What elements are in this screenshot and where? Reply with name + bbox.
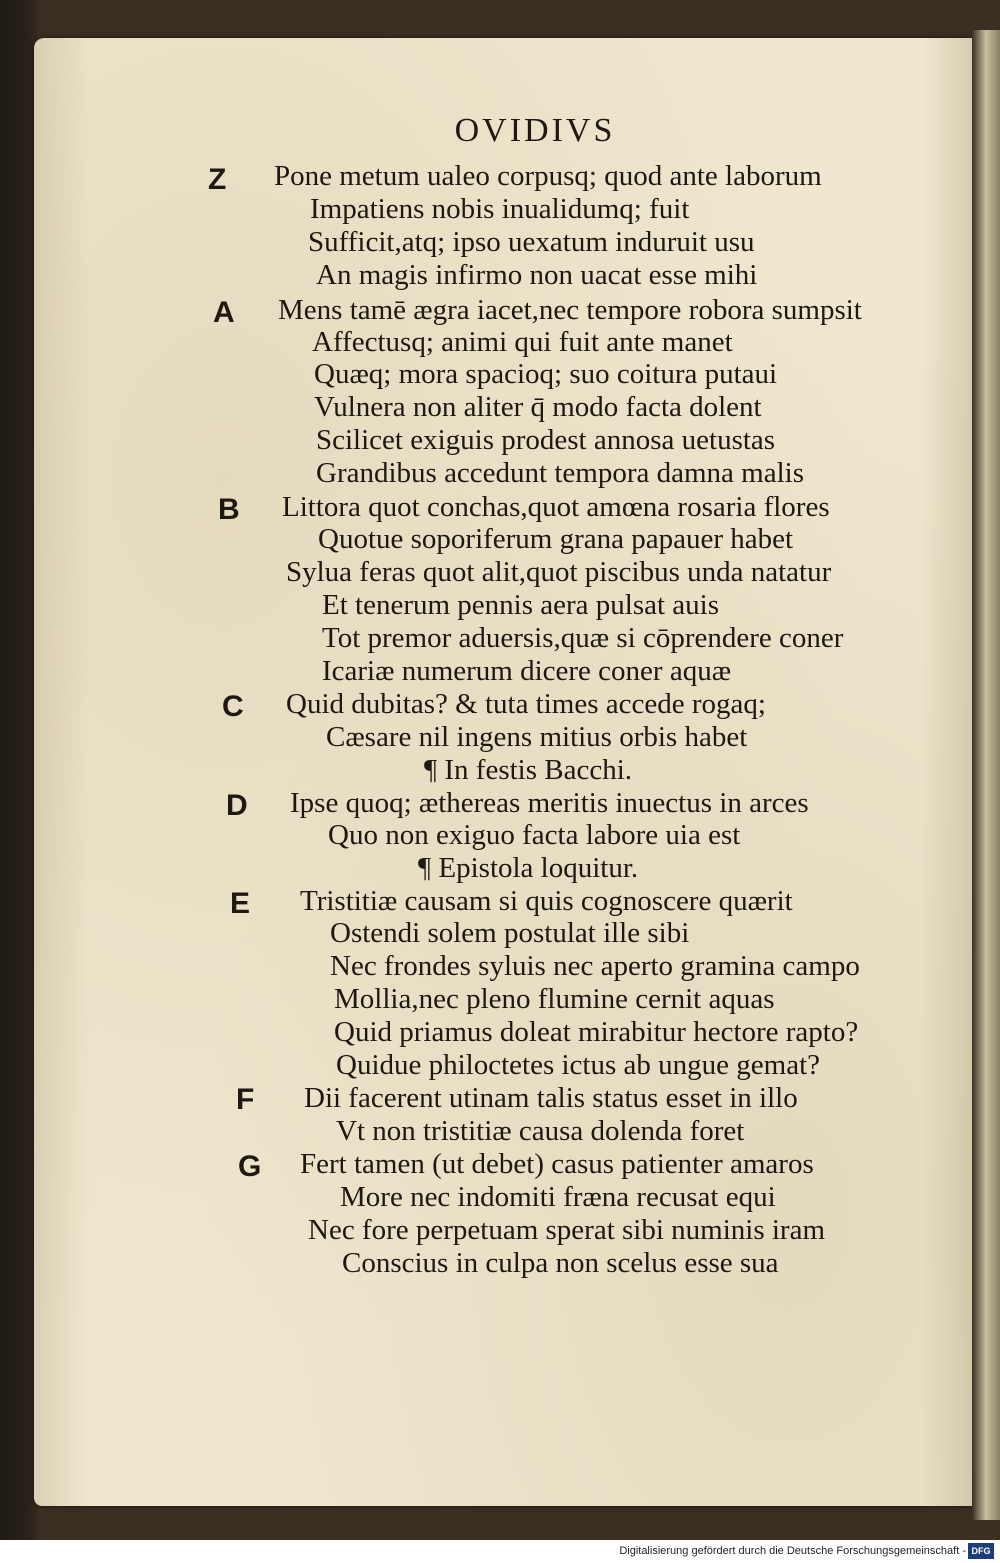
verse-line: Quid dubitas? & tuta times accede rogaq; [286, 688, 766, 720]
header-title: OVIDIVS [454, 112, 616, 149]
verse-line: Nec frondes syluis nec aperto gramina campo [330, 950, 860, 982]
verse-line: Affectusq; animi qui fuit ante manet [312, 326, 733, 358]
verse-line: Quidue philoctetes ictus ab ungue gemat? [336, 1049, 820, 1081]
verse-line: More nec indomiti fræna recusat equi [340, 1181, 776, 1213]
verse-line: Grandibus accedunt tempora damna malis [316, 457, 805, 489]
verse-line: Et tenerum pennis aera pulsat auis [322, 589, 720, 621]
verse-line: Cæsare nil ingens mitius orbis habet [326, 721, 748, 753]
verse-line: Sufficit,atq; ipso uexatum induruit usu [308, 226, 755, 258]
page-edge [972, 30, 1000, 1520]
verse-line: Vt non tristitiæ causa dolenda foret [336, 1115, 745, 1147]
verse-line: Pone metum ualeo corpusq; quod ante laborum [274, 160, 822, 192]
verse-line: Fert tamen (ut debet) casus patienter amaros [300, 1148, 814, 1180]
verse-line: Mollia,nec pleno flumine cernit aquas [334, 983, 775, 1015]
verse-line: Ostendi solem postulat ille sibi [330, 917, 690, 949]
verse-line: Quid priamus doleat mirabitur hectore rapto? [334, 1016, 859, 1048]
running-header [0, 112, 1000, 150]
margin-letter-b: B [218, 493, 240, 526]
verse-line: Tot premor aduersis,quæ si cōprendere coner [322, 622, 844, 654]
verse-line: Quo non exiguo facta labore uia est [328, 819, 741, 851]
margin-letter-g: G [238, 1150, 262, 1183]
footer-credit: Digitalisierung gefördert durch die Deutsche Forschungsgemeinschaft - [619, 1545, 966, 1557]
margin-letter-z: Z [208, 163, 227, 196]
verse-line: Ipse quoq; æthereas meritis inuectus in arces [290, 787, 809, 819]
verse-line: Nec fore perpetuam sperat sibi numinis iram [308, 1214, 826, 1246]
digitization-footer [0, 1541, 1000, 1563]
verse-line: Sylua feras quot alit,quot piscibus unda natatur [286, 556, 832, 588]
verse-line: Icariæ numerum dicere coner aquæ [322, 655, 732, 687]
verse-line: Quotue soporiferum grana papauer habet [318, 523, 794, 555]
margin-letter-e: E [230, 887, 251, 920]
verse-line: Vulnera non aliter q̄ modo facta dolent [314, 391, 762, 423]
verse-line: Quæq; mora spacioq; suo coitura putaui [314, 358, 778, 390]
verse-line: Scilicet exiguis prodest annosa uetustas [316, 424, 776, 456]
verse-line: Mens tamē ægra iacet,nec tempore robora sumpsit [278, 294, 862, 326]
verse-line: An magis infirmo non uacat esse mihi [316, 259, 758, 291]
margin-letter-d: D [226, 789, 248, 822]
verse-line: Conscius in culpa non scelus esse sua [342, 1247, 779, 1279]
verse-line: Impatiens nobis inualidumq; fuit [310, 193, 690, 225]
margin-letter-c: C [222, 690, 244, 723]
verse-line: Littora quot conchas,quot amœna rosaria flores [282, 491, 830, 523]
section-heading: ¶ Epistola loquitur. [418, 852, 639, 884]
section-heading: ¶ In festis Bacchi. [424, 754, 633, 786]
verse-line: Dii facerent utinam talis status esset in illo [304, 1082, 798, 1114]
dfg-logo: DFG [968, 1543, 994, 1559]
verse-line: Tristitiæ causam si quis cognoscere quærit [300, 885, 793, 917]
margin-letter-f: F [236, 1083, 255, 1116]
margin-letter-a: A [213, 296, 235, 329]
